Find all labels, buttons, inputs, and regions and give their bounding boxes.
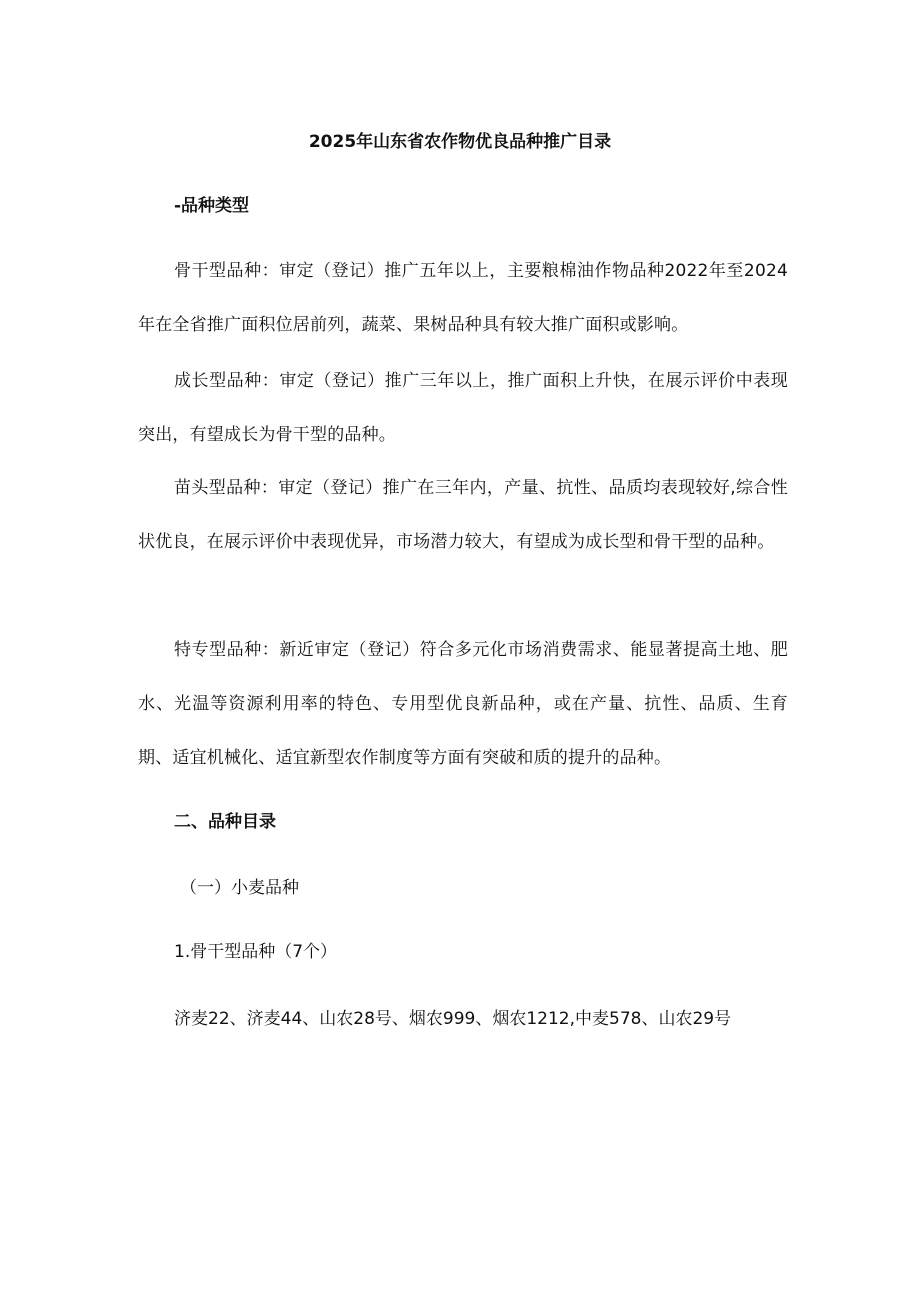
paragraph-special-variety: 特专型品种：新近审定（登记）符合多元化市场消费需求、能显著提高土地、肥水、光温等资源利用率的特色、专用型优良新品种，或在产量、抗性、品质、生育期、适宜机械化、适宜新型农作制度等方面有突破和质的提升的品种。 bbox=[138, 640, 788, 768]
paragraph-emerging-variety: 苗头型品种：审定（登记）推广在三年内，产量、抗性、品质均表现较好,综合性状优良，在展示评价中表现优异，市场潜力较大，有望成为成长型和骨干型的品种。 bbox=[138, 478, 788, 552]
paragraph-backbone-variety: 骨干型品种：审定（登记）推广五年以上，主要粮棉油作物品种2022年至2024年在全省推广面积位居前列，蔬菜、果树品种具有较大推广面积或影响。 bbox=[138, 261, 788, 335]
subsection-heading-wheat: （一）小麦品种 bbox=[180, 878, 299, 898]
section-heading-variety-types: -品种类型 bbox=[174, 196, 250, 216]
wheat-backbone-variety-list: 济麦22、济麦44、山农28号、烟农999、烟农1212,中麦578、山农29号 bbox=[174, 1009, 732, 1029]
section-heading-variety-catalog: 二、品种目录 bbox=[174, 812, 276, 832]
document-title: 2025年山东省农作物优良品种推广目录 bbox=[308, 132, 612, 152]
paragraph-growth-variety: 成长型品种：审定（登记）推广三年以上，推广面积上升快，在展示评价中表现突出，有望成长为骨干型的品种。 bbox=[138, 371, 788, 445]
list-heading-wheat-backbone: 1.骨干型品种（7个） bbox=[174, 942, 338, 962]
